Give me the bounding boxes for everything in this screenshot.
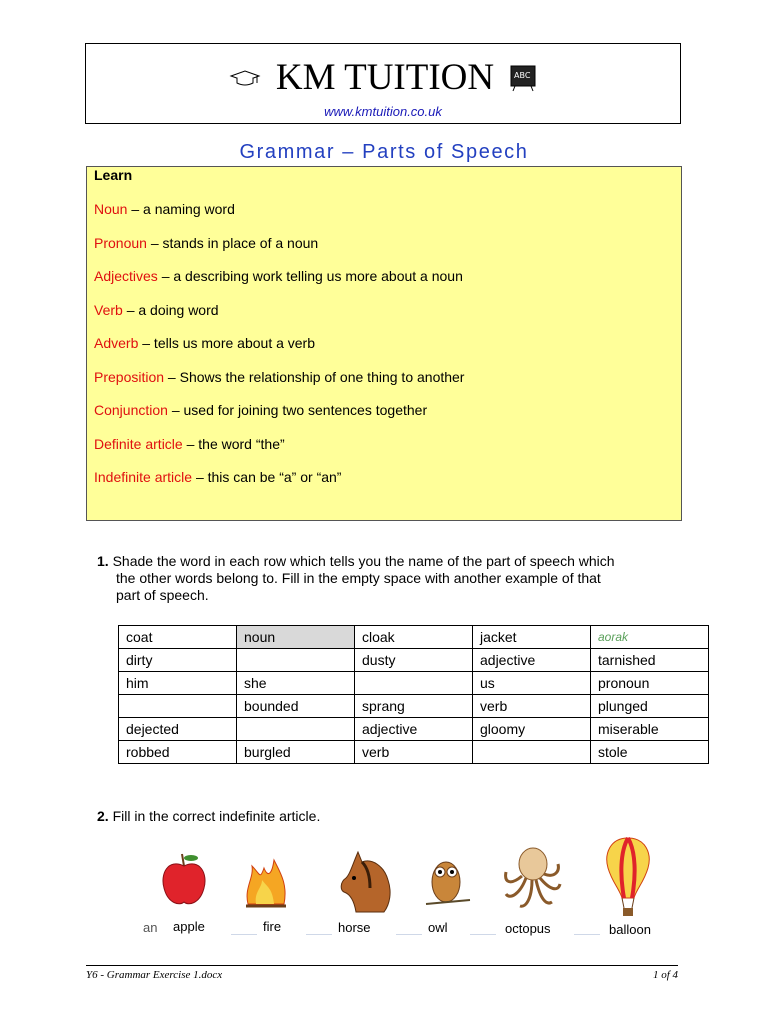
picture-label-owl: owl	[428, 920, 448, 935]
question-1	[97, 553, 687, 604]
owl-icon	[424, 850, 472, 910]
header-box	[85, 43, 681, 124]
table-row	[119, 741, 709, 764]
table-cell[interactable]: gloomy	[473, 718, 591, 741]
table-cell[interactable]: us	[473, 672, 591, 695]
picture-label-horse: horse	[338, 920, 371, 935]
question-number: 1.	[97, 553, 109, 569]
definition-adverb	[94, 335, 315, 351]
learn-heading: Learn	[94, 167, 133, 183]
term: Indefinite article	[94, 469, 193, 485]
table-cell[interactable]: she	[237, 672, 355, 695]
footer-filename: Y6 - Grammar Exercise 1.docx	[86, 969, 223, 981]
brand-title: KM TUITION	[275, 57, 495, 98]
table-row	[119, 672, 709, 695]
table-cell-empty[interactable]	[237, 649, 355, 672]
table-cell-empty[interactable]	[355, 672, 473, 695]
term: Conjunction	[94, 402, 168, 418]
term: Noun	[94, 201, 128, 217]
learn-box	[86, 166, 682, 521]
definition-text: – a doing word	[122, 302, 219, 318]
question-text-line: part of speech.	[116, 587, 209, 603]
chalkboard-abc-icon	[509, 64, 537, 92]
picture-label-octopus: octopus	[505, 921, 551, 936]
term: Verb	[94, 302, 123, 318]
footer-divider	[86, 965, 678, 966]
definition-verb	[94, 302, 219, 318]
fire-icon	[240, 848, 292, 912]
definition-text: – a naming word	[127, 201, 235, 217]
table-cell-shaded[interactable]: noun	[237, 626, 355, 649]
table-row	[119, 695, 709, 718]
table-cell[interactable]: coat	[119, 626, 237, 649]
word-table	[118, 625, 709, 764]
question-text: Fill in the correct indefinite article.	[112, 808, 321, 824]
page-title: Grammar – Parts of Speech	[239, 141, 529, 163]
table-cell[interactable]: verb	[473, 695, 591, 718]
table-row	[119, 718, 709, 741]
term: Pronoun	[94, 235, 147, 251]
table-cell[interactable]: miserable	[591, 718, 709, 741]
table-row	[119, 626, 709, 649]
table-cell[interactable]: dirty	[119, 649, 237, 672]
answer-handwritten[interactable]: an	[143, 920, 158, 935]
question-number: 2.	[97, 808, 109, 824]
table-cell[interactable]: cloak	[355, 626, 473, 649]
definition-indefinite-article	[94, 469, 341, 485]
horse-icon	[338, 848, 394, 914]
table-cell[interactable]: plunged	[591, 695, 709, 718]
brand-row	[86, 56, 680, 100]
definition-text: – used for joining two sentences together	[167, 402, 428, 418]
table-cell[interactable]: dejected	[119, 718, 237, 741]
definition-conjunction	[94, 402, 427, 418]
answer-blank[interactable]	[306, 934, 332, 935]
table-cell[interactable]: dusty	[355, 649, 473, 672]
table-cell[interactable]: adjective	[473, 649, 591, 672]
definition-text: – tells us more about a verb	[138, 335, 316, 351]
question-text-line: Shade the word in each row which tells you the name of the part of speech which	[112, 553, 615, 569]
table-cell[interactable]: tarnished	[591, 649, 709, 672]
table-cell[interactable]: verb	[355, 741, 473, 764]
board-text: ABC	[513, 71, 530, 80]
term: Adjectives	[94, 268, 158, 284]
definition-text: – stands in place of a noun	[146, 235, 319, 251]
hot-air-balloon-icon	[604, 836, 652, 922]
table-cell[interactable]: stole	[591, 741, 709, 764]
table-cell-empty[interactable]	[119, 695, 237, 718]
table-cell[interactable]: adjective	[355, 718, 473, 741]
table-cell[interactable]: robbed	[119, 741, 237, 764]
site-url[interactable]: www.kmtuition.co.uk	[324, 104, 442, 119]
table-cell[interactable]: him	[119, 672, 237, 695]
answer-blank[interactable]	[231, 934, 257, 935]
table-cell[interactable]: burgled	[237, 741, 355, 764]
question-text-line: the other words belong to. Fill in the empty space with another example of that	[116, 570, 601, 586]
answer-blank[interactable]	[396, 934, 422, 935]
answer-blank[interactable]	[470, 934, 496, 935]
definition-text: – the word “the”	[182, 436, 285, 452]
definition-pronoun	[94, 235, 318, 251]
table-cell-handwritten[interactable]: aorak	[591, 626, 709, 649]
definition-preposition	[94, 369, 464, 385]
term: Preposition	[94, 369, 165, 385]
answer-blank[interactable]	[574, 934, 600, 935]
question-2	[97, 808, 320, 825]
apple-icon	[158, 850, 210, 910]
term: Adverb	[94, 335, 139, 351]
picture-row	[0, 830, 768, 940]
table-cell[interactable]: jacket	[473, 626, 591, 649]
table-cell[interactable]: bounded	[237, 695, 355, 718]
table-cell-empty[interactable]	[473, 741, 591, 764]
table-cell[interactable]: pronoun	[591, 672, 709, 695]
picture-label-apple: apple	[173, 919, 205, 934]
table-row	[119, 649, 709, 672]
definition-text: – Shows the relationship of one thing to another	[164, 369, 465, 385]
definition-adjectives	[94, 268, 463, 284]
definition-definite-article	[94, 436, 285, 452]
definition-text: – this can be “a” or “an”	[192, 469, 342, 485]
table-cell-empty[interactable]	[237, 718, 355, 741]
table-cell[interactable]: sprang	[355, 695, 473, 718]
definition-text: – a describing work telling us more about a noun	[157, 268, 463, 284]
term: Definite article	[94, 436, 183, 452]
definition-noun	[94, 201, 235, 217]
octopus-icon	[500, 842, 566, 914]
picture-label-balloon: balloon	[609, 922, 651, 937]
picture-label-fire: fire	[263, 919, 282, 934]
graduation-cap-icon	[229, 68, 261, 88]
footer-page-number: 1 of 4	[652, 969, 678, 981]
